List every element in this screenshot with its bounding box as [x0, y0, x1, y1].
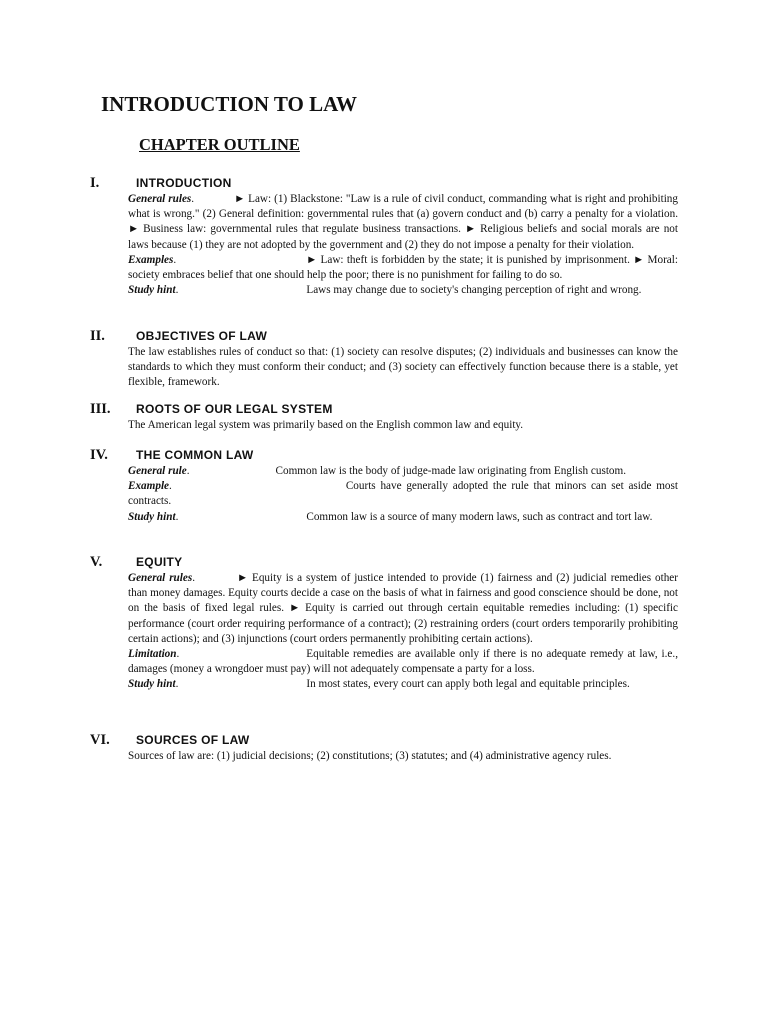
- section-header: [0, 554, 768, 571]
- example-paragraph: Example. Courts have generally adopted the rule that minors can set aside most contracts.: [128, 480, 678, 508]
- general-rules-paragraph: General rules. ► Law: (1) Blackstone: "Law is a rule of civil conduct, commanding what is right and prohibiting what is wrong." (2) General definition: governmental rules that (a) govern conduct and (b) carry a penalty for a violation. ► Business law: governmental rules that regulate business transactions. ► Religious beliefs and social morals are not laws because (1) they are not adopted by the government and (2) they do not impose a penalty for their violation.: [128, 193, 678, 251]
- section-objectives-of-law: [0, 328, 768, 391]
- general-rule-paragraph: General rule. Common law is the body of judge-made law originating from English custom.: [128, 465, 627, 477]
- study-hint-label: Study hint: [128, 510, 176, 523]
- section-numeral: I.: [90, 175, 100, 191]
- section-header: [0, 175, 768, 192]
- study-hint-text: Laws may change due to society's changing perception of right and wrong.: [306, 284, 642, 297]
- study-hint-label: Study hint: [128, 678, 176, 691]
- section-numeral: II.: [90, 328, 105, 344]
- study-hint-label: Study hint: [128, 284, 176, 297]
- example-text: Courts have generally adopted the rule that minors can set aside most contracts.: [128, 480, 678, 508]
- general-rules-label: General rules: [128, 193, 192, 205]
- section-header: [0, 328, 768, 345]
- section-header: [0, 447, 768, 464]
- limitation-label: Limitation: [128, 648, 177, 661]
- sources-paragraph: Sources of law are: (1) judicial decisions; (2) constitutions; (3) statutes; and (4) administrative agency rules.: [128, 750, 612, 762]
- study-hint-paragraph: Study hint. Common law is a source of many modern laws, such as contract and tort law.: [128, 510, 653, 523]
- section-equity: [0, 554, 768, 693]
- section-heading: INTRODUCTION: [136, 176, 232, 190]
- roots-paragraph: The American legal system was primarily based on the English common law and equity.: [128, 419, 524, 431]
- example-label: Example: [128, 480, 170, 493]
- section-numeral: V.: [90, 554, 103, 570]
- study-hint-text: Common law is a source of many modern laws, such as contract and tort law.: [306, 510, 653, 523]
- general-rules-label: General rules: [128, 572, 193, 584]
- examples-paragraph: Examples. ► Law: theft is forbidden by the state; it is punished by imprisonment. ► Moral: society embraces belief that one should help the poor; there is no punishment for failing to do so.: [128, 253, 678, 282]
- general-rule-label: General rule: [128, 465, 187, 477]
- section-heading: OBJECTIVES OF LAW: [136, 329, 268, 343]
- section-heading: THE COMMON LAW: [136, 448, 254, 462]
- section-sources-of-law: [0, 732, 768, 764]
- general-rule-text: Common law is the body of judge-made law originating from English custom.: [275, 465, 627, 477]
- section-roots-of-legal-system: [0, 401, 768, 433]
- limitation-paragraph: Limitation. Equitable remedies are available only if there is no adequate remedy at law, i.e., damages (money a wrongdoer must pay) will not adequately compensate a party for a loss.: [128, 648, 678, 676]
- section-common-law: [0, 447, 768, 525]
- section-header: [0, 401, 768, 418]
- general-rules-text: ► Law: (1) Blackstone: "Law is a rule of civil conduct, commanding what is right and prohibiting what is wrong." (2) General definition: governmental rules that (a) govern conduct and (b) carry a penalty for a violation. ► Business law: governmental rules that regulate business transactions. ► Religious beliefs and social morals are not laws because (1) they are not adopted by the government and (2) they do not impose a penalty for their violation.: [128, 193, 678, 251]
- section-heading: ROOTS OF OUR LEGAL SYSTEM: [136, 402, 333, 416]
- objectives-paragraph: The law establishes rules of conduct so that: (1) society can resolve disputes; (2) individuals and businesses can know the standards to which they must conform their conduct; and (3) society can effectively function because there is a stable, yet flexible, framework.: [128, 346, 678, 389]
- study-hint-paragraph: Study hint. In most states, every court can apply both legal and equitable principles.: [128, 678, 630, 691]
- examples-text: ► Law: theft is forbidden by the state; it is punished by imprisonment. ► Moral: society embraces belief that one should help the poor; there is no punishment for failing to do so.: [128, 253, 678, 282]
- document-title: INTRODUCTION TO LAW: [101, 92, 357, 116]
- section-numeral: IV.: [90, 447, 108, 463]
- chapter-outline-heading: CHAPTER OUTLINE: [139, 135, 300, 154]
- general-rules-paragraph: General rules. ► Equity is a system of justice intended to provide (1) fairness and (2) judicial remedies other than money damages. Equity courts decide a case on the basis of what in fairness and good conscience should be done, not on the basis of fixed legal rules. ► Equity is carried out through certain equitable remedies including: (1) specific performance (court order requiring performance of a contract); (2) restraining orders (court orders temporarily prohibiting certain actions); and (3) injunctions (court orders permanently prohibiting certain actions).: [128, 572, 678, 645]
- section-numeral: III.: [90, 401, 111, 417]
- study-hint-paragraph: Study hint. Laws may change due to society's changing perception of right and wrong.: [128, 284, 642, 297]
- section-heading: SOURCES OF LAW: [136, 733, 250, 747]
- general-rules-text: ► Equity is a system of justice intended to provide (1) fairness and (2) judicial remedies other than money damages. Equity courts decide a case on the basis of what in fairness and good conscience should be done, not on the basis of fixed legal rules. ► Equity is carried out through certain equitable remedies including: (1) specific performance (court order requiring performance of a contract); (2) restraining orders (court orders temporarily prohibiting certain actions); and (3) injunctions (court orders permanently prohibiting certain actions).: [128, 572, 678, 645]
- study-hint-text: In most states, every court can apply both legal and equitable principles.: [306, 678, 630, 691]
- section-introduction: [0, 175, 768, 298]
- section-numeral: VI.: [90, 732, 110, 748]
- examples-label: Examples: [128, 253, 174, 266]
- limitation-text: Equitable remedies are available only if there is no adequate remedy at law, i.e., damages (money a wrongdoer must pay) will not adequately compensate a party for a loss.: [128, 648, 678, 676]
- section-heading: EQUITY: [136, 555, 183, 569]
- section-header: [0, 732, 768, 749]
